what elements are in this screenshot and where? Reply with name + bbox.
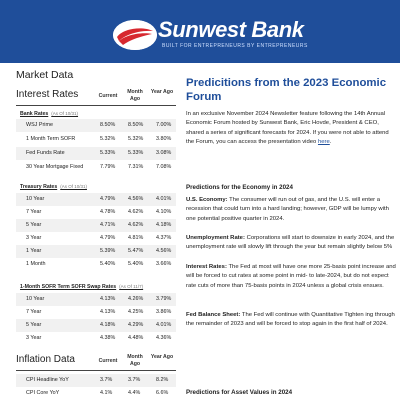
inflation-data-title: Inflation Data: [16, 354, 75, 365]
col-month-ago: Month Ago: [127, 89, 143, 102]
interest-rates-header: [16, 89, 176, 103]
economy-item: Interest Rates: The Fed at most will have one more 25-basis point increase and will be forced to cut rates at some point in mid- to late-2024, but do not expect rate cuts of more than 75-basis points in 2024 unless a global crisis ensues.: [186, 264, 396, 289]
table-row: CPI Headline YoY 3.7% 3.7% 8.2%: [16, 374, 176, 387]
table-row: 10 Year 4.79% 4.56% 4.01%: [16, 193, 176, 206]
brand-tagline: BUILT FOR ENTREPRENEURS BY ENTREPRENEURS: [162, 43, 308, 49]
presentation-video-link[interactable]: here: [317, 139, 330, 146]
table-row: 30 Year Mortgage Fixed 7.79% 7.31% 7.08%: [26, 164, 172, 170]
table-row: 10 Year 4.13% 4.26% 3.79%: [16, 293, 176, 306]
col-year-ago: Year Ago: [150, 89, 174, 95]
asset-predictions-heading: Predictions for Asset Values in 2024: [186, 389, 293, 396]
bank-rates-title: Bank Rates (As Of 10/31): [20, 111, 79, 117]
divider: [16, 105, 176, 106]
table-row: WSJ Prime 8.50% 8.50% 7.00%: [16, 119, 176, 132]
bank-rates-as-of: (As Of 10/31): [51, 111, 79, 116]
table-row: 1 Month Term SOFR 5.32% 5.32% 3.80%: [26, 136, 172, 142]
swap-rates-as-of: (As Of 11/7): [119, 284, 144, 289]
interest-rates-title: Interest Rates: [16, 89, 79, 100]
inflation-data-header: [16, 354, 176, 368]
economy-item: U.S. Economy: The consumer will run out of gas, and the U.S. will enter a recession that could turn into a hard landing; however, GDP will be lumpy with one potential positive quarter in 2024.: [186, 197, 389, 222]
header-banner: [0, 0, 400, 63]
economy-item: Unemployment Rate: Corporations will start to downsize in early 2024, and the unemployment rate will slowly lift through the year but remain slightly below 5%: [186, 235, 395, 251]
market-data-panel: [0, 63, 176, 400]
divider: [16, 370, 176, 371]
table-row: 3 Year 4.38% 4.48% 4.36%: [26, 335, 172, 341]
article-panel: [186, 63, 396, 400]
economy-predictions-heading: Predictions for the Economy in 2024: [186, 184, 293, 191]
table-row: Fed Funds Rate 5.33% 5.33% 3.08%: [16, 147, 176, 160]
table-row: 5 Year 4.18% 4.29% 4.01%: [16, 319, 176, 332]
treasury-rates-as-of: (As Of 10/31): [60, 184, 87, 189]
table-row: 3 Year 4.79% 4.81% 4.37%: [26, 235, 172, 241]
article-title: Predicitions from the 2023 Economic Forum: [186, 77, 387, 103]
table-row: 1 Month 5.40% 5.40% 3.66%: [26, 261, 172, 267]
table-row: 7 Year 4.13% 4.25% 3.86%: [26, 309, 172, 315]
table-row: CPI Core YoY 4.1% 4.4% 6.6%: [26, 390, 169, 396]
article-intro: In an exclusive November 2024 Newsletter feature following the 14th Annual Economic Forum hosted by Sunwest Bank, Eric Hovde, President & CEO, shared a series of significant forecasts for 2024. If you were not able to attend the Forum, you can access the presentation video here.: [186, 111, 389, 146]
sunwest-logo-icon: [113, 20, 157, 50]
market-data-title: Market Data: [16, 69, 74, 81]
table-row: 7 Year 4.78% 4.62% 4.10%: [26, 209, 172, 215]
col-current: Current: [98, 93, 118, 99]
economy-item: Fed Balance Sheet: The Fed will continue with Quantitative Tighten ing through the remainder of 2023 and will be forced to stop again in the first half of 2024.: [186, 312, 395, 328]
col-current: Current: [98, 358, 118, 364]
swap-rates-title: 1-Month SOFR Term SOFR Swap Rates (As Of 11/7): [20, 284, 144, 290]
table-row: 5 Year 4.71% 4.62% 4.18%: [16, 219, 176, 232]
brand-name: Sunwest Bank: [158, 17, 304, 42]
col-year-ago: Year Ago: [150, 354, 174, 360]
col-month-ago: Month Ago: [127, 354, 143, 367]
table-row: 1 Year 5.39% 5.47% 4.56%: [16, 245, 176, 258]
treasury-rates-title: Treasury Rates (As Of 10/31): [20, 184, 87, 190]
